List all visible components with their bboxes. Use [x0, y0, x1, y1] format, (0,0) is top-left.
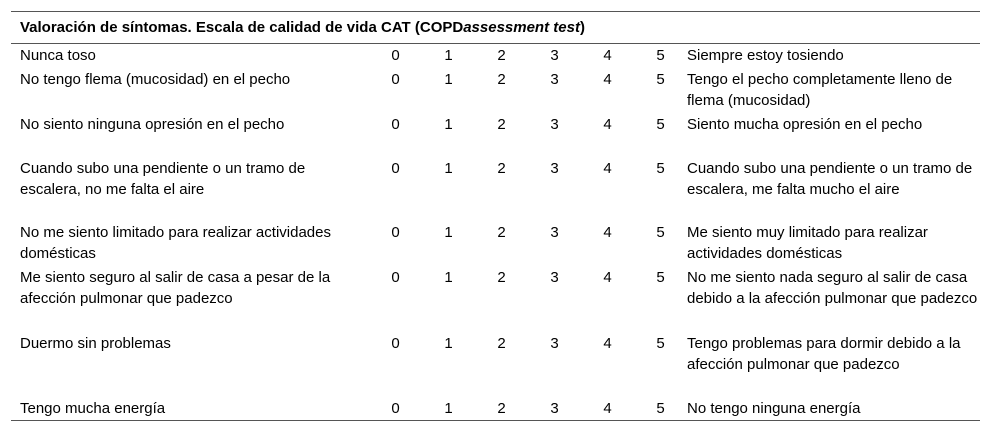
row-right-statement: Tengo el pecho completamente lleno de flema (mucosidad): [687, 70, 953, 109]
row-right-statement: Cuando subo una pendiente o un tramo de escalera, me falta mucho el aire: [687, 159, 973, 198]
score-1: 1: [444, 47, 453, 64]
table-row: [11, 221, 980, 266]
score-5: 5: [656, 115, 665, 133]
row-right-statement: No tengo ninguna energía: [687, 399, 861, 417]
score-3: 3: [550, 70, 559, 88]
score-5: 5: [656, 47, 665, 64]
score-3: 3: [550, 223, 559, 241]
score-5: 5: [656, 268, 665, 286]
row-left-statement: Tengo mucha energía: [20, 399, 166, 417]
score-3: 3: [550, 115, 559, 133]
score-0: 0: [391, 159, 400, 177]
score-4: 4: [603, 399, 612, 417]
score-2: 2: [497, 334, 506, 352]
score-5: 5: [656, 399, 665, 417]
row-right-statement: Tengo problemas para dormir debido a la afección pulmonar que padezco: [687, 334, 961, 373]
score-1: 1: [444, 268, 453, 286]
table-row: [11, 332, 980, 397]
row-left-statement: Cuando subo una pendiente o un tramo de escalera, no me falta el aire: [20, 159, 306, 198]
title-italic: assessment test: [463, 19, 580, 36]
row-right-statement: Siento mucha opresión en el pecho: [687, 115, 923, 133]
row-left-statement: Me siento seguro al salir de casa a pesar de la afección pulmonar que padezco: [20, 268, 331, 307]
score-1: 1: [444, 159, 453, 177]
score-4: 4: [603, 70, 612, 88]
row-left-statement: No me siento limitado para realizar actividades domésticas: [20, 223, 331, 262]
score-4: 4: [603, 334, 612, 352]
score-3: 3: [550, 159, 559, 177]
row-left-statement: No tengo flema (mucosidad) en el pecho: [20, 70, 291, 88]
score-0: 0: [391, 399, 400, 417]
score-2: 2: [497, 223, 506, 241]
title-close: ): [579, 19, 585, 36]
score-5: 5: [656, 334, 665, 352]
score-5: 5: [656, 159, 665, 177]
score-3: 3: [550, 399, 559, 417]
score-4: 4: [603, 223, 612, 241]
score-0: 0: [391, 47, 400, 64]
score-2: 2: [497, 70, 506, 88]
score-1: 1: [444, 115, 453, 133]
score-2: 2: [497, 47, 506, 64]
table-row: [11, 397, 980, 421]
score-0: 0: [391, 268, 400, 286]
score-1: 1: [444, 223, 453, 241]
score-4: 4: [603, 268, 612, 286]
score-3: 3: [550, 47, 559, 64]
score-3: 3: [550, 268, 559, 286]
score-4: 4: [603, 159, 612, 177]
table-body: [11, 44, 980, 420]
row-left-statement: Nunca toso: [20, 47, 96, 64]
row-right-statement: Me siento muy limitado para realizar actividades domésticas: [687, 223, 928, 262]
table-row: [11, 44, 980, 68]
score-1: 1: [444, 70, 453, 88]
table-title: [11, 12, 980, 43]
score-3: 3: [550, 334, 559, 352]
row-left-statement: No siento ninguna opresión en el pecho: [20, 115, 285, 133]
score-2: 2: [497, 159, 506, 177]
table-row: [11, 68, 980, 113]
score-5: 5: [656, 70, 665, 88]
score-5: 5: [656, 223, 665, 241]
score-2: 2: [497, 268, 506, 286]
table-row: [11, 266, 980, 332]
score-2: 2: [497, 399, 506, 417]
score-2: 2: [497, 115, 506, 133]
table-row: [11, 157, 980, 221]
score-4: 4: [603, 115, 612, 133]
score-1: 1: [444, 334, 453, 352]
score-0: 0: [391, 115, 400, 133]
score-4: 4: [603, 47, 612, 64]
title-main: Valoración de síntomas. Escala de calidad de vida CAT (COPD: [20, 19, 464, 36]
row-left-statement: Duermo sin problemas: [20, 334, 171, 352]
score-0: 0: [391, 334, 400, 352]
cat-table: [11, 11, 980, 421]
row-right-statement: Siempre estoy tosiendo: [687, 47, 844, 64]
row-right-statement: No me siento nada seguro al salir de casa debido a la afección pulmonar que padezco: [687, 268, 978, 307]
score-1: 1: [444, 399, 453, 417]
table-bottom-rule: [11, 420, 980, 421]
symptom-table: [11, 44, 980, 420]
score-0: 0: [391, 70, 400, 88]
table-row: [11, 113, 980, 157]
score-0: 0: [391, 223, 400, 241]
